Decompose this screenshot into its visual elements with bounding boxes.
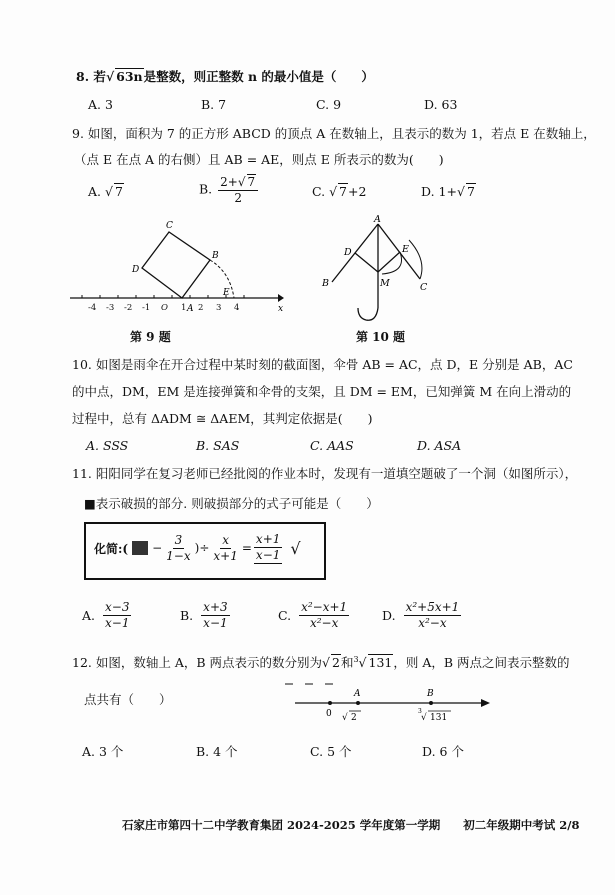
svg-text:B: B (212, 251, 219, 261)
q12-option-b: B. 4 个 (196, 744, 238, 759)
q8-option-b: B. 7 (201, 97, 227, 112)
q12-option-c: C. 5 个 (310, 744, 352, 759)
q11-option-d (382, 600, 463, 631)
q8-option-a: A. 3 (88, 97, 113, 112)
svg-text:A: A (354, 689, 361, 699)
q12-prefix: 12. 如图，数轴上 A，B 两点表示的数分别为 (72, 655, 323, 670)
svg-text:E: E (402, 244, 409, 255)
denominator: x+1 (213, 548, 238, 563)
suffix: +2 (348, 184, 367, 199)
radicand: 7 (466, 184, 475, 199)
divide-sign: )÷ (194, 541, 210, 555)
radicand: 7 (114, 184, 123, 199)
radicand: 7 (247, 175, 256, 189)
option-label: A. (82, 608, 96, 623)
denominator: x−1 (105, 616, 130, 630)
q10-option-d: D. ASA (417, 438, 462, 453)
q12-line-1: 12. 如图，数轴上 A，B 两点表示的数分别为√ 2和$^3$√ 131，则 A，B 两点之间表示整数的 (72, 654, 570, 670)
denominator: 2 (234, 191, 242, 205)
prefix: 1+ (438, 184, 457, 199)
q11-line-1: 11. 阳阳同学在复习老师已经批阅的作业本时，发现有一道填空题破了一个洞（如图所示）， (72, 466, 578, 481)
option-label: D. (421, 184, 435, 199)
numerator: 2+√ 7 (218, 174, 258, 191)
figure-9-number-line-square (70, 210, 290, 320)
svg-text:x: x (278, 304, 284, 314)
num-prefix: 2+ (220, 175, 238, 189)
option-label: A. (88, 184, 102, 199)
denominator: x²−x (418, 616, 447, 630)
svg-text:D: D (344, 247, 352, 258)
page-footer: 石家庄市第四十二中学教育集团 2024-2025 学年度第一学期 初二年级期中考试 2/8 (122, 818, 580, 832)
q10-option-b: B. SAS (196, 438, 240, 453)
q12-suffix: ，则 A，B 两点之间表示整数的 (393, 655, 570, 670)
radicand-a: 2 (331, 655, 340, 670)
option-label: D. (382, 608, 396, 623)
q9-option-d: D. 1+√ 7 (421, 184, 475, 199)
numerator: x+1 (255, 532, 281, 546)
damaged-block-icon (132, 541, 148, 555)
q10-line-2: 的中点，DM，EM 是连接弹簧和伞骨的支架，且 DM = EM，已知弹簧 M 在向上滑动的 (72, 384, 572, 399)
svg-text:B: B (322, 278, 329, 289)
fraction (299, 600, 349, 631)
svg-text:A: A (374, 214, 381, 225)
q11-expression-box (84, 522, 326, 580)
svg-text:O: O (161, 303, 168, 313)
q11-option-c (278, 600, 351, 631)
q8-prefix: 若 (93, 69, 106, 84)
figure-10-caption: 第 10 题 (356, 330, 406, 344)
svg-text:3: 3 (418, 708, 422, 715)
fraction (103, 600, 131, 631)
svg-text:131: 131 (430, 713, 448, 723)
q10-option-a: A. SSS (86, 438, 129, 453)
radicand: 7 (339, 184, 347, 199)
q11-line-2: ■表示破损的部分. 则破损部分的式子可能是（ ） (84, 496, 379, 511)
denominator: x−1 (203, 616, 228, 630)
q12-line-2: 点共有（ ） (84, 692, 172, 707)
fraction (201, 600, 229, 631)
numerator: x+3 (203, 600, 228, 614)
q8-option-d: D. 63 (424, 97, 458, 112)
svg-text:√: √ (342, 713, 348, 723)
denominator: x²−x (309, 616, 339, 630)
option-label: C. (278, 608, 292, 623)
numerator: x (222, 532, 230, 547)
fraction (404, 600, 462, 631)
checkmark-icon: √ (290, 538, 301, 558)
equals-sign: = (241, 541, 252, 555)
option-label: C. (312, 184, 326, 199)
cube-root-index: 3 (353, 654, 359, 664)
q12-number-line (285, 680, 495, 730)
radicand-b: 131 (368, 655, 393, 670)
denominator: x−1 (255, 548, 281, 562)
svg-text:B: B (427, 689, 434, 699)
option-label: B. (180, 608, 194, 623)
conjunction: 和 (340, 655, 354, 670)
numerator: x−3 (105, 600, 130, 614)
fraction-3-answer (254, 532, 282, 564)
svg-text:A: A (187, 304, 194, 314)
expression-label: 化简:( (94, 541, 129, 556)
minus-sign: − (152, 541, 163, 555)
q9-line-2: （点 E 在点 A 的右侧）且 AB = AE，则点 E 所表示的数为( ) (74, 152, 444, 167)
svg-text:C: C (166, 221, 173, 231)
svg-text:-4: -4 (88, 303, 97, 313)
q9-option-b (199, 174, 260, 206)
figure-10-umbrella (312, 212, 442, 327)
q8-suffix: 是整数，则正整数 n 的最小值是（ ） (143, 69, 374, 84)
figure-9-caption: 第 9 题 (130, 330, 171, 344)
q9-option-c: C. √ 7+2 (312, 184, 367, 199)
numerator: 3 (174, 532, 183, 547)
q11-option-a (82, 600, 133, 631)
svg-text:-3: -3 (106, 303, 115, 313)
q10-line-3: 过程中，总有 ΔADM ≅ ΔAEM，其判定依据是( ) (72, 411, 373, 426)
svg-text:E: E (223, 288, 230, 298)
svg-text:C: C (420, 282, 428, 293)
svg-text:0: 0 (326, 709, 332, 719)
option-label: B. (199, 181, 213, 197)
svg-text:√: √ (421, 713, 427, 723)
numerator: x²+5x+1 (405, 600, 460, 614)
svg-text:2: 2 (351, 713, 357, 723)
svg-text:M: M (380, 278, 390, 289)
svg-text:2: 2 (198, 303, 204, 313)
q8-option-c: C. 9 (316, 97, 342, 112)
svg-text:D: D (132, 265, 140, 275)
svg-text:3: 3 (216, 303, 222, 313)
q8-radicand: 63n (116, 69, 143, 84)
fraction (218, 174, 258, 206)
q9-line-1: 9. 如图，面积为 7 的正方形 ABCD 的顶点 A 在数轴上，且表示的数为 1，若点 E 在数轴上， (72, 126, 596, 141)
q11-option-b (180, 600, 232, 631)
q9-option-a: A. √ 7 (88, 184, 123, 199)
q12-option-a: A. 3 个 (82, 744, 124, 759)
fraction-1 (164, 533, 192, 564)
denominator: 1−x (166, 548, 191, 563)
svg-text:-2: -2 (124, 303, 133, 313)
q10-line-1: 10. 如图是雨伞在开合过程中某时刻的截面图，伞骨 AB = AC，点 D，E 分别是 AB，AC (72, 357, 573, 372)
question-number: 8. (76, 69, 90, 84)
q10-option-c: C. AAS (310, 438, 354, 453)
q11-expression (94, 532, 301, 564)
svg-text:1: 1 (181, 303, 187, 313)
question-8-stem: 8. 若√ 63n是整数，则正整数 n 的最小值是（ ） (76, 69, 374, 84)
fraction-2 (211, 533, 239, 564)
svg-text:-1: -1 (142, 303, 151, 313)
q12-option-d: D. 6 个 (422, 744, 464, 759)
svg-text:4: 4 (234, 303, 240, 313)
numerator: x²−x+1 (301, 600, 348, 614)
